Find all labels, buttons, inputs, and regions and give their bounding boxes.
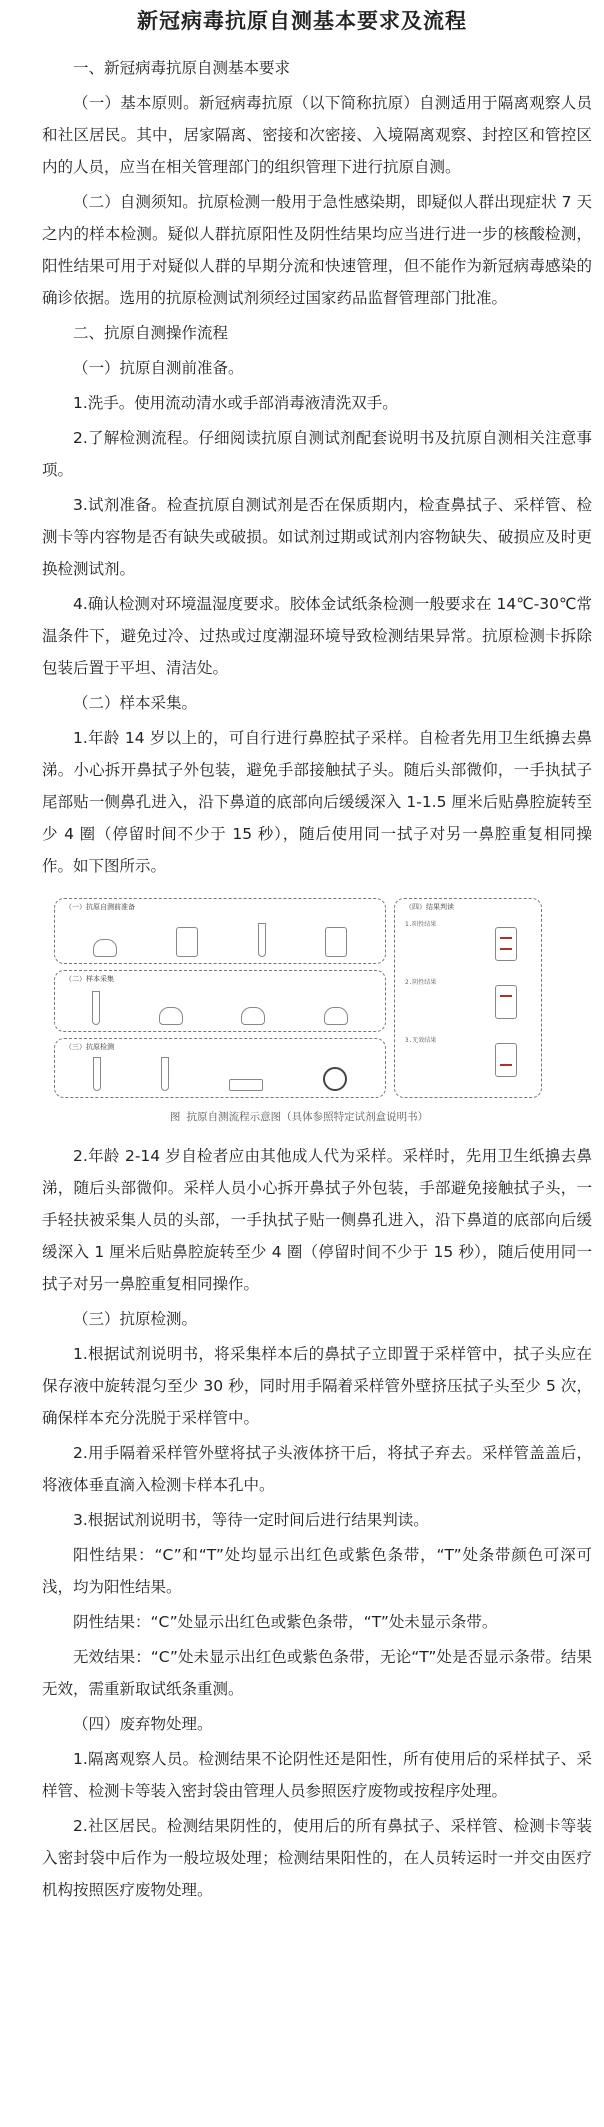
paragraph: 2.用手隔着采样管外壁将拭子头液体挤干后，将拭子弃去。采样管盖盖后，将液体垂直滴入检测卡样本孔中。 — [42, 1444, 592, 1494]
result-negative-label: 2.阴性结果 — [405, 979, 437, 986]
flow-figure — [54, 898, 544, 1130]
paragraph: 3.根据试剂说明书，等待一定时间后进行结果判读。 — [73, 1511, 429, 1529]
clock-icon — [323, 1067, 347, 1091]
manual-icon — [176, 927, 198, 957]
figure-section-sampling-label: （二）样本采集 — [65, 975, 114, 983]
paragraph: （二）样本采集。 — [73, 694, 198, 712]
paragraph: 1.年龄 14 岁以上的，可自行进行鼻腔拭子采样。自检者先用卫生纸擤去鼻涕。小心拆开鼻拭子外包装，避免手部接触拭子头。随后头部微仰，一手执拭子尾部贴一侧鼻孔进入，沿下鼻道的底部向后缓缓深入 1-1.5 厘米后贴鼻腔旋转至少 4 圈（停留时间不少于 15 秒），随后使用同一拭子对另一鼻腔重复相同操作。如下图所示。 — [42, 729, 592, 875]
figure-section-results-label: （四）结果判读 — [405, 903, 454, 911]
article-bottom — [42, 1140, 592, 1906]
result-positive — [405, 921, 531, 965]
paragraph: 无效结果：“C”处未显示出红色或紫色条带，无论“T”处是否显示条带。结果无效，需重新取试纸条重测。 — [42, 1648, 592, 1698]
paragraph: 1.根据试剂说明书，将采集样本后的鼻拭子立即置于采样管中，拭子头应在保存液中旋转混匀至少 30 秒，同时用手隔着采样管外壁挤压拭子头至少 5 次，确保样本充分洗脱于采样管中。 — [42, 1345, 592, 1427]
thermometer-icon — [325, 927, 347, 957]
figure-section-results — [394, 898, 542, 1098]
test-card-icon — [229, 1079, 263, 1091]
figure-section-prep-label: （一）抗原自测前准备 — [65, 903, 135, 911]
article-body — [42, 52, 592, 1909]
result-invalid — [405, 1037, 531, 1081]
paragraph: 1.隔离观察人员。检测结果不论阴性还是阳性，所有使用后的采样拭子、采样管、检测卡等装入密封袋由管理人员参照医疗废物或按程序处理。 — [42, 1750, 592, 1800]
article-top — [42, 52, 592, 882]
paragraph: （二）自测须知。抗原检测一般用于急性感染期，即疑似人群出现症状 7 天之内的样本检测。疑似人群抗原阳性及阴性结果均应当进行进一步的核酸检测，阳性结果可用于对疑似人群的早期分流和快速管理，但不能作为新冠病毒感染的确诊依据。选用的抗原检测试剂须经过国家药品监督管理部门批准。 — [42, 193, 592, 307]
tube-icon — [258, 923, 266, 957]
figure-caption: 图 抗原自测流程示意图（具体参照特定试剂盒说明书） — [169, 1111, 429, 1123]
hand-wash-icon — [93, 939, 117, 957]
result-invalid-label: 3.无效结果 — [405, 1037, 437, 1044]
nose-icon — [159, 1007, 183, 1025]
result-negative — [405, 979, 531, 1023]
figure-steps — [54, 898, 386, 1098]
child-icon — [324, 1007, 348, 1025]
swab-icon — [92, 991, 100, 1025]
sample-tube-icon — [93, 1057, 101, 1091]
paragraph: 2.社区居民。检测结果阴性的，使用后的所有鼻拭子、采样管、检测卡等装入密封袋中后作为一般垃圾处理；检测结果阳性的，在人员转运时一并交由医疗机构按照医疗废物处理。 — [42, 1817, 592, 1899]
paragraph: 3.试剂准备。检查抗原自测试剂是否在保质期内，检查鼻拭子、采样管、检测卡等内容物是否有缺失或破损。如试剂过期或试剂内容物缺失、破损应及时更换检测试剂。 — [42, 496, 592, 578]
squeeze-tube-icon — [161, 1057, 169, 1091]
paragraph: （三）抗原检测。 — [73, 1310, 198, 1328]
paragraph: 2.了解检测流程。仔细阅读抗原自测试剂配套说明书及抗原自测相关注意事项。 — [42, 429, 592, 479]
invalid-cassette-icon — [495, 1043, 517, 1077]
paragraph: 2.年龄 2-14 岁自检者应由其他成人代为采样。采样时，先用卫生纸擤去鼻涕，随后头部微仰。采样人员小心拆开鼻拭子外包装，手部避免接触拭子头，一手轻扶被采集人员的头部，一手执拭子贴一侧鼻孔进入，沿下鼻道的底部向后缓缓深入 1 厘米后贴鼻腔旋转至少 4 圈（停留时间不少于 15 秒），随后使用同一拭子对另一鼻腔重复相同操作。 — [42, 1147, 592, 1293]
paragraph: （一）基本原则。新冠病毒抗原（以下简称抗原）自测适用于隔离观察人员和社区居民。其中，居家隔离、密接和次密接、入境隔离观察、封控区和管控区内的人员，应当在相关管理部门的组织管理下进行抗原自测。 — [42, 94, 592, 176]
paragraph: 4.确认检测对环境温湿度要求。胶体金试纸条检测一般要求在 14℃-30℃常温条件下，避免过冷、过热或过度潮湿环境导致检测结果异常。抗原检测卡拆除包装后置于平坦、清洁处。 — [42, 595, 592, 677]
page-title: 新冠病毒抗原自测基本要求及流程 — [137, 9, 467, 33]
paragraph: 1.洗手。使用流动清水或手部消毒液清洗双手。 — [73, 394, 398, 412]
figure-section-testing — [54, 1038, 386, 1098]
result-positive-label: 1.阳性结果 — [405, 921, 437, 928]
paragraph: （一）抗原自测前准备。 — [73, 359, 244, 377]
paragraph: 二、抗原自测操作流程 — [73, 324, 229, 342]
figure-section-testing-label: （三）抗原检测 — [65, 1043, 114, 1051]
paragraph: 一、新冠病毒抗原自测基本要求 — [73, 59, 291, 77]
paragraph: 阳性结果：“C”和“T”处均显示出红色或紫色条带，“T”处条带颜色可深可浅，均为阳性结果。 — [42, 1546, 592, 1596]
negative-cassette-icon — [495, 985, 517, 1019]
positive-cassette-icon — [495, 927, 517, 961]
figure-section-sampling — [54, 970, 386, 1032]
paragraph: 阴性结果：“C”处显示出红色或紫色条带，“T”处未显示条带。 — [73, 1613, 498, 1631]
paragraph: （四）废弃物处理。 — [73, 1715, 213, 1733]
nose-rotate-icon — [241, 1007, 265, 1025]
figure-section-prep — [54, 898, 386, 964]
